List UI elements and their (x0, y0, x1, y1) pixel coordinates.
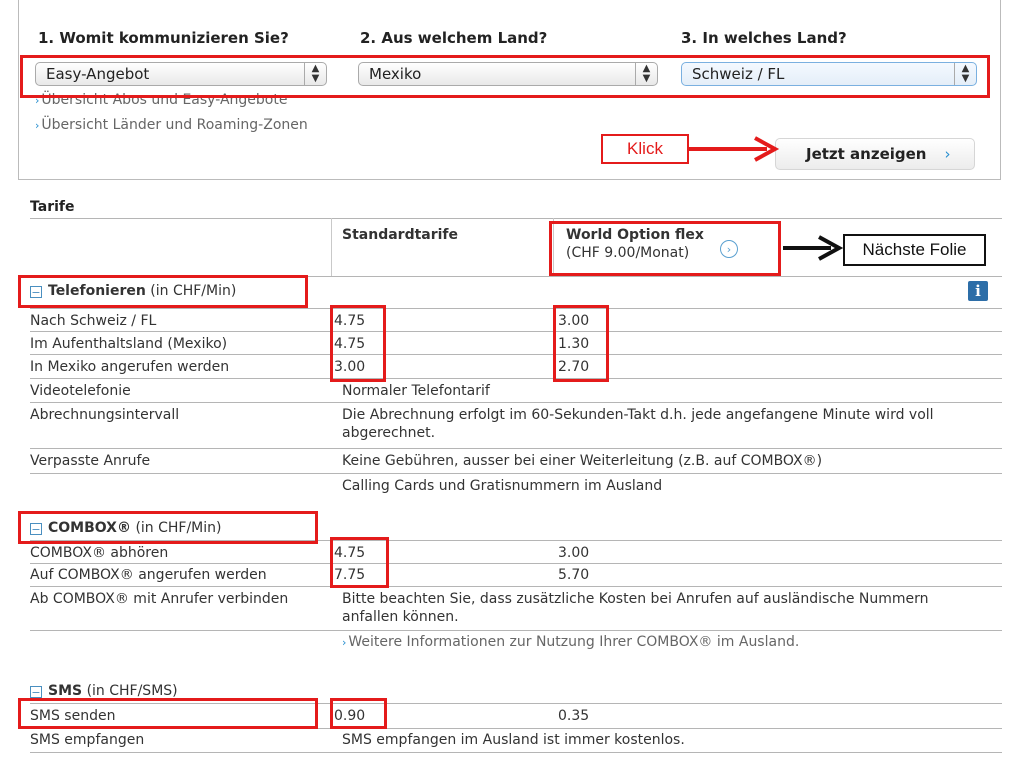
divider (30, 586, 1002, 587)
show-now-button[interactable] (775, 138, 975, 170)
arrow-right-icon (783, 234, 843, 262)
annotation-klick: Klick (601, 134, 689, 164)
chevron-circle-right-icon: › (720, 240, 738, 258)
highlight-combox-rates (330, 537, 389, 588)
row-label: In Mexiko angerufen werden (30, 359, 230, 375)
row-label: Ab COMBOX® mit Anrufer verbinden (30, 591, 289, 607)
section-sms[interactable]: − SMS (in CHF/SMS) (31, 683, 178, 699)
row-value: Calling Cards und Gratisnummern im Ausland (342, 478, 663, 494)
option-rate: 0.35 (558, 708, 590, 724)
option-rate: 3.00 (558, 545, 590, 561)
row-label: Auf COMBOX® angerufen werden (30, 567, 267, 583)
link-countries-label: Übersicht Länder und Roaming-Zonen (41, 117, 308, 133)
divider (30, 378, 1002, 379)
step-1-label: 1. Womit kommunizieren Sie? (38, 29, 289, 47)
highlight-combox (18, 511, 318, 544)
step-2-label: 2. Aus welchem Land? (360, 29, 548, 47)
section-telefonieren[interactable]: − Telefonieren (in CHF/Min) (31, 283, 237, 299)
highlight-world-option (549, 221, 781, 276)
row-value: SMS empfangen im Ausland ist immer kostenlos. (342, 732, 685, 748)
service-select-value: Easy-Angebot (46, 65, 150, 83)
destination-country-value: Schweiz / FL (692, 65, 785, 83)
cropped-header-text (30, 0, 980, 4)
row-value: Die Abrechnung erfolgt im 60-Sekunden-Takt d.h. jede angefangene Minute wird voll abgerechnet. (342, 407, 934, 441)
tariffs-title: Tarife (30, 199, 75, 215)
highlight-sms-send (18, 698, 318, 729)
divider (30, 473, 1002, 474)
select-arrows-icon: ▲ ▼ (304, 63, 326, 85)
row-value: Keine Gebühren, ausser bei einer Weiterleitung (z.B. auf COMBOX®) (342, 453, 823, 469)
step-3-label: 3. In welches Land? (681, 29, 847, 47)
highlight-sms-rate (330, 698, 387, 729)
highlight-standard-rates (330, 305, 386, 382)
origin-country-value: Mexiko (369, 65, 422, 83)
divider (30, 402, 1002, 403)
divider (30, 308, 1002, 309)
section-combox[interactable]: − COMBOX® (in CHF/Min) (31, 520, 222, 536)
row-label: SMS empfangen (30, 732, 145, 748)
column-option-price: (CHF 9.00/Monat) (566, 245, 690, 261)
row-value: Normaler Telefontarif (342, 383, 490, 399)
chevron-right-icon: › (35, 119, 40, 132)
highlight-option-rates (553, 305, 609, 382)
divider (30, 563, 1002, 564)
collapse-icon: − (31, 523, 41, 536)
std-rate: 0.90 (334, 708, 366, 724)
row-label: SMS senden (30, 708, 116, 724)
std-rate: 4.75 (334, 336, 366, 352)
row-label: Verpasste Anrufe (30, 453, 151, 469)
column-standard-header: Standardtarife (342, 227, 459, 243)
link-abos-label: Übersicht Abos und Easy-Angebote (41, 92, 288, 108)
row-label: COMBOX® abhören (30, 545, 169, 561)
info-icon[interactable]: i (968, 281, 988, 301)
arrow-right-icon (689, 135, 789, 163)
row-value: Bitte beachten Sie, dass zusätzliche Kosten bei Anrufen auf ausländische Nummern anfallen können. (342, 591, 929, 625)
collapse-icon: − (31, 286, 41, 299)
option-rate: 1.30 (558, 336, 590, 352)
link-countries-overview[interactable] (35, 117, 308, 133)
show-now-label: Jetzt anzeigen (806, 145, 927, 163)
divider (30, 354, 1002, 355)
divider (30, 752, 1002, 753)
row-label: Nach Schweiz / FL (30, 313, 157, 329)
highlight-telefonieren (18, 275, 308, 308)
row-label: Videotelefonie (30, 383, 131, 399)
chevron-right-icon: › (342, 636, 347, 649)
option-rate: 2.70 (558, 359, 590, 375)
std-rate: 4.75 (334, 313, 366, 329)
link-combox-info[interactable] (342, 634, 799, 650)
select-arrows-icon: ▲ ▼ (954, 63, 976, 85)
std-rate: 3.00 (334, 359, 366, 375)
divider (30, 218, 1002, 219)
option-rate: 5.70 (558, 567, 590, 583)
divider (30, 630, 1002, 631)
link-combox-info-label: Weitere Informationen zur Nutzung Ihrer COMBOX® im Ausland. (348, 634, 800, 650)
divider (331, 218, 332, 276)
option-rate: 3.00 (558, 313, 590, 329)
highlight-selectors (20, 55, 990, 98)
row-label: Im Aufenthaltsland (Mexiko) (30, 336, 228, 352)
divider (30, 331, 1002, 332)
chevron-right-icon: › (944, 145, 951, 163)
row-label: Abrechnungsintervall (30, 407, 180, 423)
std-rate: 7.75 (334, 567, 366, 583)
column-option-header: World Option flex (566, 227, 704, 243)
annotation-next-slide: Nächste Folie (843, 234, 986, 266)
divider (30, 448, 1002, 449)
std-rate: 4.75 (334, 545, 366, 561)
chevron-right-icon: › (35, 94, 40, 107)
collapse-icon: − (31, 686, 41, 699)
select-arrows-icon: ▲ ▼ (635, 63, 657, 85)
